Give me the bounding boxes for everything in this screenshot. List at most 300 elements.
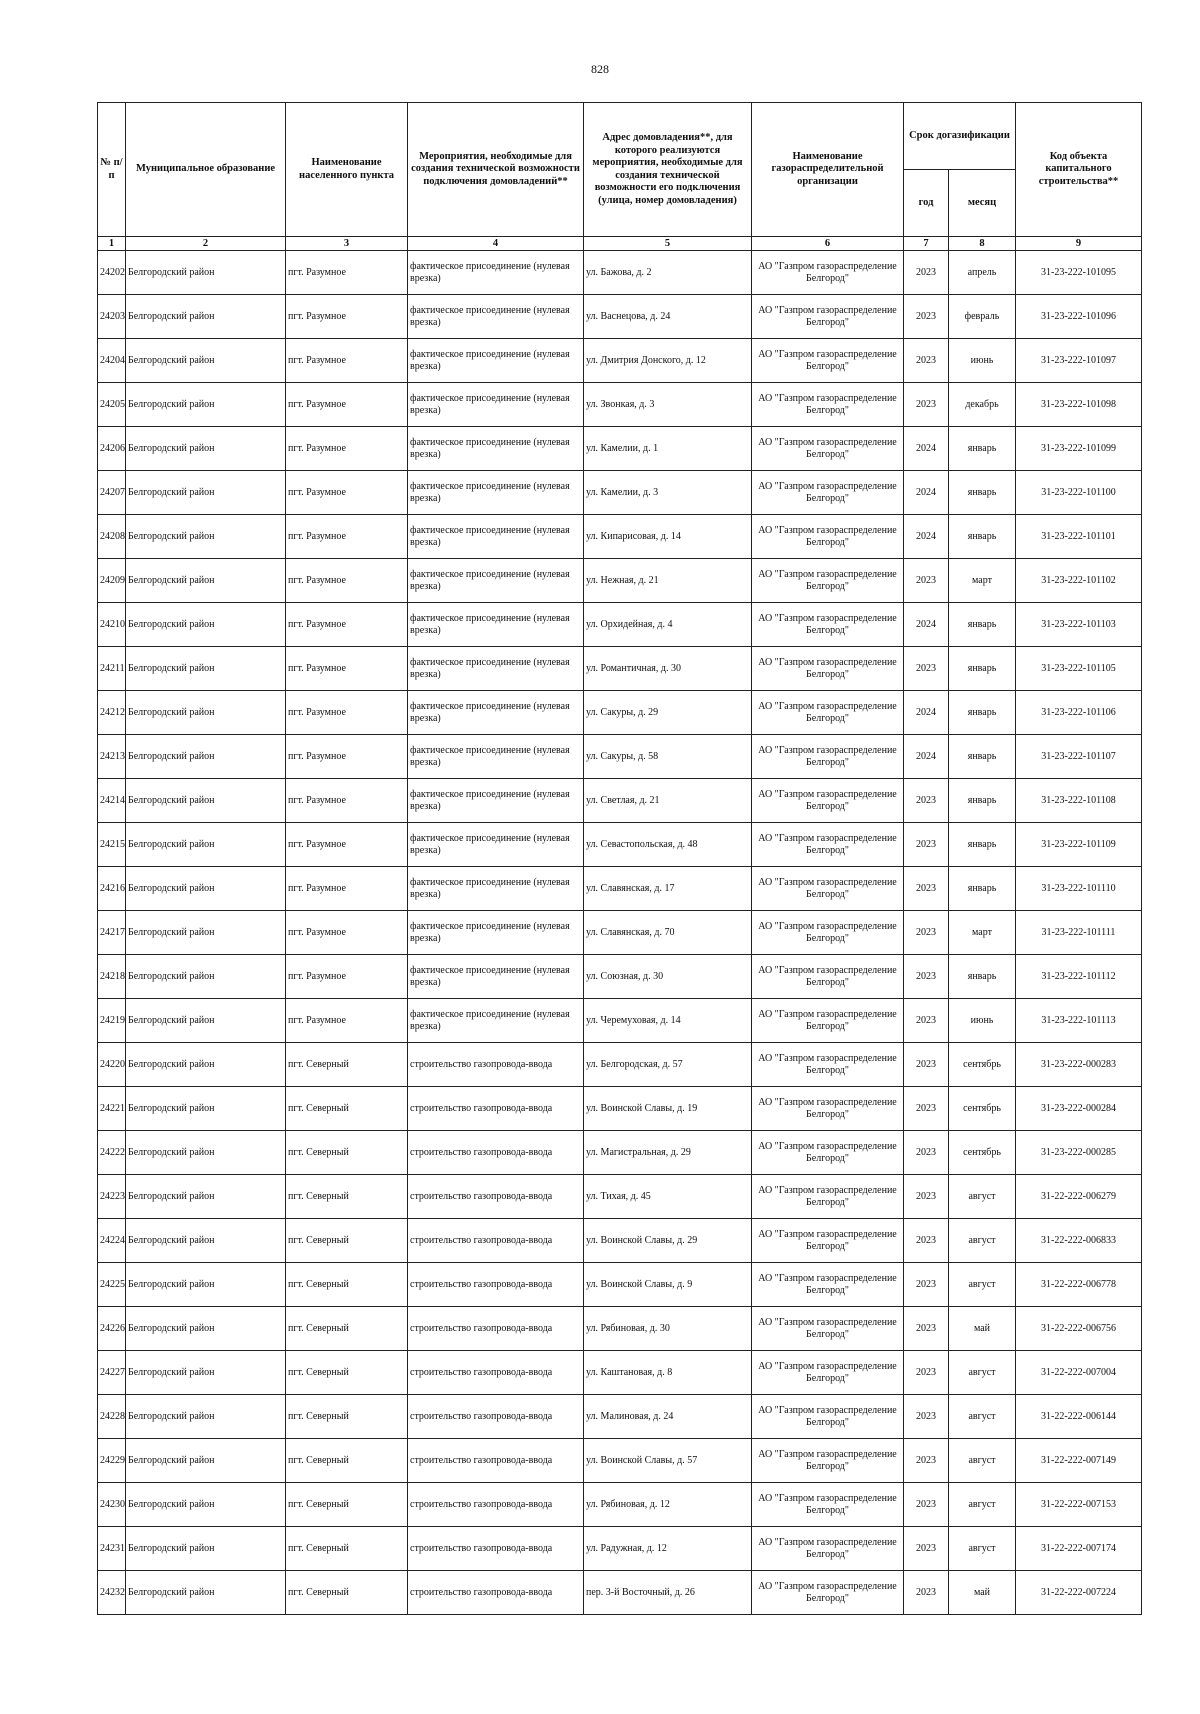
municipality-cell: Белгородский район: [126, 1043, 286, 1087]
code-cell: 31-23-222-101103: [1016, 603, 1142, 647]
settlement-cell: пгт. Северный: [286, 1527, 408, 1571]
measure-cell: фактическое присоединение (нулевая врезка): [408, 823, 584, 867]
measure-cell: фактическое присоединение (нулевая врезка): [408, 647, 584, 691]
month-cell: декабрь: [949, 383, 1016, 427]
row-number: 24216: [98, 867, 126, 911]
address-cell: ул. Рябиновая, д. 30: [584, 1307, 752, 1351]
organization-cell: АО "Газпром газораспределение Белгород": [752, 867, 904, 911]
municipality-cell: Белгородский район: [126, 735, 286, 779]
measure-cell: строительство газопровода-ввода: [408, 1087, 584, 1131]
code-cell: 31-23-222-101112: [1016, 955, 1142, 999]
month-cell: август: [949, 1263, 1016, 1307]
table-row: [98, 1527, 1142, 1571]
month-cell: январь: [949, 427, 1016, 471]
address-cell: ул. Орхидейная, д. 4: [584, 603, 752, 647]
address-cell: ул. Васнецова, д. 24: [584, 295, 752, 339]
municipality-cell: Белгородский район: [126, 647, 286, 691]
month-cell: июнь: [949, 999, 1016, 1043]
organization-cell: АО "Газпром газораспределение Белгород": [752, 779, 904, 823]
organization-cell: АО "Газпром газораспределение Белгород": [752, 471, 904, 515]
organization-cell: АО "Газпром газораспределение Белгород": [752, 515, 904, 559]
municipality-cell: Белгородский район: [126, 1351, 286, 1395]
measure-cell: строительство газопровода-ввода: [408, 1351, 584, 1395]
organization-cell: АО "Газпром газораспределение Белгород": [752, 955, 904, 999]
row-number: 24231: [98, 1527, 126, 1571]
measure-cell: строительство газопровода-ввода: [408, 1043, 584, 1087]
table-row: [98, 1263, 1142, 1307]
code-cell: 31-22-222-007224: [1016, 1571, 1142, 1615]
month-cell: январь: [949, 823, 1016, 867]
address-cell: ул. Радужная, д. 12: [584, 1527, 752, 1571]
row-number: 24226: [98, 1307, 126, 1351]
month-cell: август: [949, 1395, 1016, 1439]
organization-cell: АО "Газпром газораспределение Белгород": [752, 823, 904, 867]
settlement-cell: пгт. Северный: [286, 1307, 408, 1351]
year-cell: 2023: [904, 559, 949, 603]
code-cell: 31-23-222-000284: [1016, 1087, 1142, 1131]
code-cell: 31-22-222-007149: [1016, 1439, 1142, 1483]
month-cell: январь: [949, 515, 1016, 559]
code-cell: 31-23-222-101095: [1016, 251, 1142, 295]
row-number: 24211: [98, 647, 126, 691]
address-cell: ул. Воинской Славы, д. 29: [584, 1219, 752, 1263]
table-row: [98, 383, 1142, 427]
code-cell: 31-23-222-101096: [1016, 295, 1142, 339]
table-row: [98, 603, 1142, 647]
municipality-cell: Белгородский район: [126, 515, 286, 559]
header-num: № п/п: [98, 103, 126, 237]
header-month: месяц: [949, 170, 1016, 237]
table-row: [98, 1571, 1142, 1615]
table-row: [98, 1131, 1142, 1175]
measure-cell: фактическое присоединение (нулевая врезка): [408, 735, 584, 779]
table-row: [98, 691, 1142, 735]
address-cell: ул. Кипарисовая, д. 14: [584, 515, 752, 559]
address-cell: ул. Воинской Славы, д. 9: [584, 1263, 752, 1307]
municipality-cell: Белгородский район: [126, 559, 286, 603]
month-cell: февраль: [949, 295, 1016, 339]
code-cell: 31-22-222-006833: [1016, 1219, 1142, 1263]
organization-cell: АО "Газпром газораспределение Белгород": [752, 1219, 904, 1263]
measure-cell: строительство газопровода-ввода: [408, 1571, 584, 1615]
address-cell: ул. Нежная, д. 21: [584, 559, 752, 603]
row-number: 24212: [98, 691, 126, 735]
organization-cell: АО "Газпром газораспределение Белгород": [752, 383, 904, 427]
measure-cell: фактическое присоединение (нулевая врезка): [408, 911, 584, 955]
code-cell: 31-22-222-006778: [1016, 1263, 1142, 1307]
municipality-cell: Белгородский район: [126, 1175, 286, 1219]
municipality-cell: Белгородский район: [126, 427, 286, 471]
year-cell: 2023: [904, 1571, 949, 1615]
table-row: [98, 339, 1142, 383]
measure-cell: строительство газопровода-ввода: [408, 1263, 584, 1307]
settlement-cell: пгт. Разумное: [286, 779, 408, 823]
year-cell: 2023: [904, 823, 949, 867]
row-number: 24229: [98, 1439, 126, 1483]
month-cell: январь: [949, 647, 1016, 691]
year-cell: 2023: [904, 1395, 949, 1439]
column-number: 7: [904, 237, 949, 251]
year-cell: 2023: [904, 1219, 949, 1263]
code-cell: 31-23-222-101107: [1016, 735, 1142, 779]
municipality-cell: Белгородский район: [126, 911, 286, 955]
year-cell: 2023: [904, 1307, 949, 1351]
address-cell: ул. Рябиновая, д. 12: [584, 1483, 752, 1527]
year-cell: 2023: [904, 1483, 949, 1527]
settlement-cell: пгт. Северный: [286, 1351, 408, 1395]
month-cell: январь: [949, 691, 1016, 735]
table-row: [98, 867, 1142, 911]
code-cell: 31-23-222-101106: [1016, 691, 1142, 735]
year-cell: 2023: [904, 1263, 949, 1307]
municipality-cell: Белгородский район: [126, 823, 286, 867]
organization-cell: АО "Газпром газораспределение Белгород": [752, 1131, 904, 1175]
row-number: 24209: [98, 559, 126, 603]
code-cell: 31-23-222-101108: [1016, 779, 1142, 823]
table-row: [98, 1439, 1142, 1483]
measure-cell: фактическое присоединение (нулевая врезка): [408, 955, 584, 999]
row-number: 24210: [98, 603, 126, 647]
code-cell: 31-23-222-101111: [1016, 911, 1142, 955]
header-measures: Мероприятия, необходимые для создания технической возможности подключения домовладений**: [408, 103, 584, 237]
header-settlement: Наименование населенного пункта: [286, 103, 408, 237]
address-cell: ул. Сакуры, д. 29: [584, 691, 752, 735]
settlement-cell: пгт. Северный: [286, 1571, 408, 1615]
month-cell: август: [949, 1527, 1016, 1571]
code-cell: 31-22-222-007174: [1016, 1527, 1142, 1571]
municipality-cell: Белгородский район: [126, 251, 286, 295]
measure-cell: строительство газопровода-ввода: [408, 1131, 584, 1175]
year-cell: 2023: [904, 1175, 949, 1219]
row-number: 24205: [98, 383, 126, 427]
row-number: 24232: [98, 1571, 126, 1615]
year-cell: 2024: [904, 471, 949, 515]
table-row: [98, 471, 1142, 515]
organization-cell: АО "Газпром газораспределение Белгород": [752, 1263, 904, 1307]
code-cell: 31-23-222-101099: [1016, 427, 1142, 471]
year-cell: 2024: [904, 603, 949, 647]
address-cell: ул. Романтичная, д. 30: [584, 647, 752, 691]
measure-cell: строительство газопровода-ввода: [408, 1483, 584, 1527]
address-cell: ул. Белгородская, д. 57: [584, 1043, 752, 1087]
measure-cell: фактическое присоединение (нулевая врезка): [408, 779, 584, 823]
page-number: 828: [591, 62, 609, 76]
year-cell: 2024: [904, 427, 949, 471]
row-number: 24220: [98, 1043, 126, 1087]
settlement-cell: пгт. Разумное: [286, 911, 408, 955]
table-row: [98, 427, 1142, 471]
month-cell: март: [949, 911, 1016, 955]
address-cell: ул. Светлая, д. 21: [584, 779, 752, 823]
year-cell: 2023: [904, 295, 949, 339]
municipality-cell: Белгородский район: [126, 603, 286, 647]
address-cell: ул. Звонкая, д. 3: [584, 383, 752, 427]
table-row: [98, 1307, 1142, 1351]
address-cell: ул. Союзная, д. 30: [584, 955, 752, 999]
table-row: [98, 251, 1142, 295]
organization-cell: АО "Газпром газораспределение Белгород": [752, 1483, 904, 1527]
row-number: 24213: [98, 735, 126, 779]
measure-cell: строительство газопровода-ввода: [408, 1307, 584, 1351]
measure-cell: фактическое присоединение (нулевая врезка): [408, 867, 584, 911]
row-number: 24208: [98, 515, 126, 559]
table-row: [98, 1175, 1142, 1219]
table-row: [98, 779, 1142, 823]
month-cell: январь: [949, 955, 1016, 999]
table-row: [98, 1043, 1142, 1087]
municipality-cell: Белгородский район: [126, 383, 286, 427]
address-cell: ул. Магистральная, д. 29: [584, 1131, 752, 1175]
municipality-cell: Белгородский район: [126, 691, 286, 735]
address-cell: ул. Камелии, д. 3: [584, 471, 752, 515]
month-cell: сентябрь: [949, 1043, 1016, 1087]
month-cell: январь: [949, 867, 1016, 911]
organization-cell: АО "Газпром газораспределение Белгород": [752, 1527, 904, 1571]
address-cell: ул. Бажова, д. 2: [584, 251, 752, 295]
row-number: 24215: [98, 823, 126, 867]
code-cell: 31-22-222-007153: [1016, 1483, 1142, 1527]
address-cell: ул. Сакуры, д. 58: [584, 735, 752, 779]
organization-cell: АО "Газпром газораспределение Белгород": [752, 1439, 904, 1483]
year-cell: 2023: [904, 251, 949, 295]
organization-cell: АО "Газпром газораспределение Белгород": [752, 1043, 904, 1087]
month-cell: август: [949, 1483, 1016, 1527]
settlement-cell: пгт. Северный: [286, 1439, 408, 1483]
year-cell: 2024: [904, 515, 949, 559]
table-row: [98, 295, 1142, 339]
month-cell: май: [949, 1571, 1016, 1615]
column-number: 9: [1016, 237, 1142, 251]
year-cell: 2023: [904, 383, 949, 427]
row-number: 24227: [98, 1351, 126, 1395]
settlement-cell: пгт. Разумное: [286, 603, 408, 647]
municipality-cell: Белгородский район: [126, 1395, 286, 1439]
table-row: [98, 999, 1142, 1043]
code-cell: 31-23-222-101098: [1016, 383, 1142, 427]
row-number: 24204: [98, 339, 126, 383]
address-cell: ул. Славянская, д. 17: [584, 867, 752, 911]
code-cell: 31-23-222-101110: [1016, 867, 1142, 911]
municipality-cell: Белгородский район: [126, 1483, 286, 1527]
settlement-cell: пгт. Разумное: [286, 295, 408, 339]
table-row: [98, 1483, 1142, 1527]
organization-cell: АО "Газпром газораспределение Белгород": [752, 1175, 904, 1219]
municipality-cell: Белгородский район: [126, 471, 286, 515]
month-cell: август: [949, 1175, 1016, 1219]
municipality-cell: Белгородский район: [126, 295, 286, 339]
address-cell: ул. Каштановая, д. 8: [584, 1351, 752, 1395]
measure-cell: строительство газопровода-ввода: [408, 1175, 584, 1219]
column-number: 2: [126, 237, 286, 251]
table-row: [98, 559, 1142, 603]
organization-cell: АО "Газпром газораспределение Белгород": [752, 427, 904, 471]
address-cell: ул. Тихая, д. 45: [584, 1175, 752, 1219]
municipality-cell: Белгородский район: [126, 1087, 286, 1131]
table-row: [98, 1395, 1142, 1439]
table-row: [98, 1087, 1142, 1131]
header-code: Код объекта капитального строительства**: [1016, 103, 1142, 237]
row-number: 24224: [98, 1219, 126, 1263]
header-year: год: [904, 170, 949, 237]
code-cell: 31-23-222-000283: [1016, 1043, 1142, 1087]
month-cell: апрель: [949, 251, 1016, 295]
settlement-cell: пгт. Разумное: [286, 691, 408, 735]
organization-cell: АО "Газпром газораспределение Белгород": [752, 999, 904, 1043]
measure-cell: фактическое присоединение (нулевая врезка): [408, 339, 584, 383]
row-number: 24206: [98, 427, 126, 471]
column-number: 5: [584, 237, 752, 251]
organization-cell: АО "Газпром газораспределение Белгород": [752, 339, 904, 383]
row-number: 24203: [98, 295, 126, 339]
header-address: Адрес домовладения**, для которого реализуются мероприятия, необходимые для создания технической возможности его подключения (улица, номер домовладения): [584, 103, 752, 237]
measure-cell: фактическое присоединение (нулевая врезка): [408, 471, 584, 515]
month-cell: январь: [949, 735, 1016, 779]
organization-cell: АО "Газпром газораспределение Белгород": [752, 1351, 904, 1395]
municipality-cell: Белгородский район: [126, 339, 286, 383]
settlement-cell: пгт. Разумное: [286, 999, 408, 1043]
organization-cell: АО "Газпром газораспределение Белгород": [752, 1571, 904, 1615]
table-row: [98, 515, 1142, 559]
organization-cell: АО "Газпром газораспределение Белгород": [752, 1307, 904, 1351]
table-row: [98, 647, 1142, 691]
organization-cell: АО "Газпром газораспределение Белгород": [752, 603, 904, 647]
settlement-cell: пгт. Разумное: [286, 823, 408, 867]
settlement-cell: пгт. Разумное: [286, 471, 408, 515]
measure-cell: фактическое присоединение (нулевая врезка): [408, 251, 584, 295]
year-cell: 2024: [904, 691, 949, 735]
code-cell: 31-23-222-101105: [1016, 647, 1142, 691]
table-row: [98, 823, 1142, 867]
settlement-cell: пгт. Разумное: [286, 515, 408, 559]
year-cell: 2023: [904, 911, 949, 955]
month-cell: август: [949, 1219, 1016, 1263]
code-cell: 31-22-222-006279: [1016, 1175, 1142, 1219]
code-cell: 31-22-222-006144: [1016, 1395, 1142, 1439]
code-cell: 31-23-222-101100: [1016, 471, 1142, 515]
year-cell: 2023: [904, 647, 949, 691]
month-cell: январь: [949, 779, 1016, 823]
year-cell: 2023: [904, 1043, 949, 1087]
month-cell: май: [949, 1307, 1016, 1351]
row-number: 24228: [98, 1395, 126, 1439]
address-cell: ул. Воинской Славы, д. 19: [584, 1087, 752, 1131]
address-cell: ул. Дмитрия Донского, д. 12: [584, 339, 752, 383]
municipality-cell: Белгородский район: [126, 999, 286, 1043]
code-cell: 31-23-222-101097: [1016, 339, 1142, 383]
municipality-cell: Белгородский район: [126, 1131, 286, 1175]
measure-cell: строительство газопровода-ввода: [408, 1219, 584, 1263]
year-cell: 2023: [904, 779, 949, 823]
municipality-cell: Белгородский район: [126, 1571, 286, 1615]
settlement-cell: пгт. Разумное: [286, 647, 408, 691]
address-cell: ул. Черемуховая, д. 14: [584, 999, 752, 1043]
table-row: [98, 735, 1142, 779]
year-cell: 2023: [904, 999, 949, 1043]
address-cell: ул. Малиновая, д. 24: [584, 1395, 752, 1439]
address-cell: ул. Воинской Славы, д. 57: [584, 1439, 752, 1483]
measure-cell: фактическое присоединение (нулевая врезка): [408, 691, 584, 735]
organization-cell: АО "Газпром газораспределение Белгород": [752, 1395, 904, 1439]
municipality-cell: Белгородский район: [126, 1263, 286, 1307]
municipality-cell: Белгородский район: [126, 955, 286, 999]
organization-cell: АО "Газпром газораспределение Белгород": [752, 735, 904, 779]
measure-cell: фактическое присоединение (нулевая врезка): [408, 515, 584, 559]
column-number: 4: [408, 237, 584, 251]
row-number: 24219: [98, 999, 126, 1043]
row-number: 24230: [98, 1483, 126, 1527]
year-cell: 2023: [904, 339, 949, 383]
month-cell: январь: [949, 603, 1016, 647]
row-number: 24221: [98, 1087, 126, 1131]
table-row: [98, 955, 1142, 999]
month-cell: август: [949, 1351, 1016, 1395]
year-cell: 2023: [904, 1527, 949, 1571]
municipality-cell: Белгородский район: [126, 1219, 286, 1263]
settlement-cell: пгт. Северный: [286, 1395, 408, 1439]
municipality-cell: Белгородский район: [126, 867, 286, 911]
settlement-cell: пгт. Разумное: [286, 339, 408, 383]
header-municipality: Муниципальное образование: [126, 103, 286, 237]
municipality-cell: Белгородский район: [126, 779, 286, 823]
settlement-cell: пгт. Разумное: [286, 867, 408, 911]
month-cell: июнь: [949, 339, 1016, 383]
year-cell: 2024: [904, 735, 949, 779]
month-cell: март: [949, 559, 1016, 603]
row-number: 24225: [98, 1263, 126, 1307]
header-organization: Наименование газораспределительной организации: [752, 103, 904, 237]
column-number: 3: [286, 237, 408, 251]
settlement-cell: пгт. Северный: [286, 1131, 408, 1175]
year-cell: 2023: [904, 1439, 949, 1483]
organization-cell: АО "Газпром газораспределение Белгород": [752, 647, 904, 691]
row-number: 24207: [98, 471, 126, 515]
gasification-table: [97, 102, 1142, 1615]
organization-cell: АО "Газпром газораспределение Белгород": [752, 295, 904, 339]
measure-cell: строительство газопровода-ввода: [408, 1395, 584, 1439]
code-cell: 31-23-222-101113: [1016, 999, 1142, 1043]
column-number: 6: [752, 237, 904, 251]
settlement-cell: пгт. Разумное: [286, 427, 408, 471]
column-number-row: [98, 237, 1142, 251]
year-cell: 2023: [904, 1351, 949, 1395]
settlement-cell: пгт. Разумное: [286, 383, 408, 427]
code-cell: 31-22-222-006756: [1016, 1307, 1142, 1351]
settlement-cell: пгт. Северный: [286, 1483, 408, 1527]
measure-cell: фактическое присоединение (нулевая врезка): [408, 383, 584, 427]
settlement-cell: пгт. Разумное: [286, 735, 408, 779]
code-cell: 31-23-222-101101: [1016, 515, 1142, 559]
row-number: 24202: [98, 251, 126, 295]
settlement-cell: пгт. Северный: [286, 1263, 408, 1307]
municipality-cell: Белгородский район: [126, 1307, 286, 1351]
month-cell: август: [949, 1439, 1016, 1483]
municipality-cell: Белгородский район: [126, 1527, 286, 1571]
organization-cell: АО "Газпром газораспределение Белгород": [752, 559, 904, 603]
settlement-cell: пгт. Разумное: [286, 955, 408, 999]
column-number: 8: [949, 237, 1016, 251]
address-cell: пер. 3-й Восточный, д. 26: [584, 1571, 752, 1615]
month-cell: январь: [949, 471, 1016, 515]
measure-cell: фактическое присоединение (нулевая врезка): [408, 603, 584, 647]
year-cell: 2023: [904, 867, 949, 911]
settlement-cell: пгт. Разумное: [286, 251, 408, 295]
table-row: [98, 1351, 1142, 1395]
measure-cell: фактическое присоединение (нулевая врезка): [408, 999, 584, 1043]
month-cell: сентябрь: [949, 1131, 1016, 1175]
row-number: 24218: [98, 955, 126, 999]
municipality-cell: Белгородский район: [126, 1439, 286, 1483]
code-cell: 31-23-222-101109: [1016, 823, 1142, 867]
